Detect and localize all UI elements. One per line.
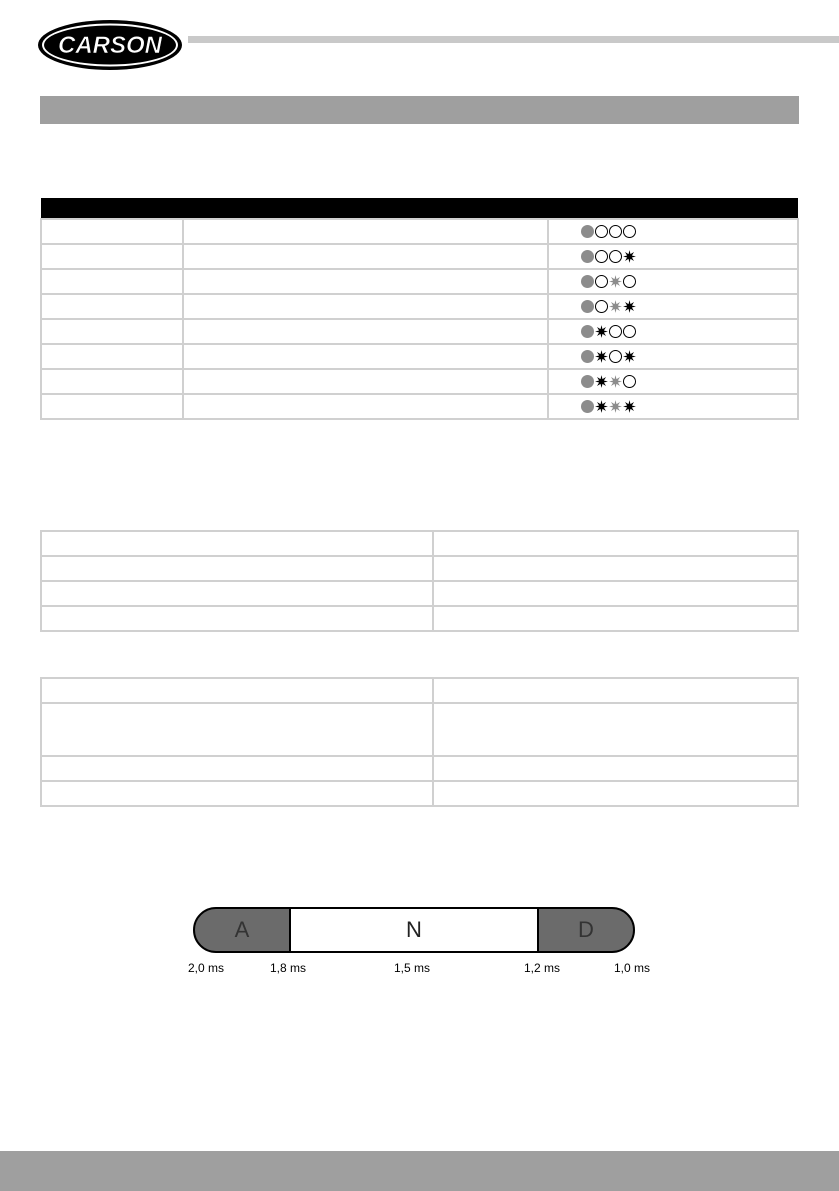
table-row <box>41 531 798 556</box>
settings-table-2 <box>40 677 799 807</box>
led-flashing-icon <box>623 250 636 263</box>
tick-label: 1,5 ms <box>394 961 431 975</box>
table-row <box>41 394 798 419</box>
table-row <box>41 556 798 581</box>
led-off-icon <box>595 300 608 313</box>
led-on-icon <box>581 275 594 288</box>
led-flashing-icon <box>609 300 622 313</box>
led-off-icon <box>623 275 636 288</box>
led-off-icon <box>595 275 608 288</box>
led-on-icon <box>581 250 594 263</box>
led-flashing-icon <box>623 300 636 313</box>
table-row <box>41 781 798 806</box>
led-flashing-icon <box>595 400 608 413</box>
led-on-icon <box>581 350 594 363</box>
led-indicator-group <box>581 399 636 413</box>
header-rule <box>188 36 839 43</box>
table-row <box>41 294 798 319</box>
led-on-icon <box>581 400 594 413</box>
led-indicator-group <box>581 374 636 388</box>
table-row <box>41 369 798 394</box>
table-row <box>41 244 798 269</box>
led-indicator-group <box>581 249 636 263</box>
led-on-icon <box>581 225 594 238</box>
led-flashing-icon <box>609 275 622 288</box>
table-row <box>41 581 798 606</box>
led-indicator-group <box>581 349 636 363</box>
tick-label: 2,0 ms <box>188 961 225 975</box>
led-off-icon <box>623 375 636 388</box>
led-on-icon <box>581 325 594 338</box>
led-on-icon <box>581 300 594 313</box>
led-off-icon <box>623 225 636 238</box>
table-row <box>41 269 798 294</box>
led-flashing-icon <box>595 350 608 363</box>
carson-logo <box>36 18 184 72</box>
footer-bar <box>0 1151 839 1191</box>
table-row <box>41 678 798 703</box>
table-row <box>41 219 798 244</box>
table-row <box>41 703 798 756</box>
led-flashing-icon <box>623 350 636 363</box>
zone-n: N <box>289 907 539 953</box>
led-indicator-group <box>581 224 636 238</box>
led-on-icon <box>581 375 594 388</box>
led-off-icon <box>623 325 636 338</box>
tick-label: 1,0 ms <box>614 961 651 975</box>
led-off-icon <box>609 325 622 338</box>
settings-table-1 <box>40 530 799 632</box>
logo-text: CARSON <box>57 32 163 59</box>
throttle-range-diagram <box>193 907 635 953</box>
led-off-icon <box>595 250 608 263</box>
led-off-icon <box>609 225 622 238</box>
section-header-bar <box>40 96 799 124</box>
led-status-table <box>40 198 799 420</box>
led-flashing-icon <box>595 325 608 338</box>
led-flashing-icon <box>623 400 636 413</box>
zone-a: A <box>193 907 291 953</box>
led-flashing-icon <box>609 400 622 413</box>
table-row <box>41 319 798 344</box>
zone-d: D <box>537 907 635 953</box>
table-row <box>41 756 798 781</box>
table-header-row <box>41 198 798 219</box>
led-off-icon <box>609 250 622 263</box>
led-off-icon <box>595 225 608 238</box>
table-row <box>41 606 798 631</box>
table-row <box>41 344 798 369</box>
led-indicator-group <box>581 274 636 288</box>
tick-label: 1,8 ms <box>270 961 307 975</box>
led-flashing-icon <box>609 375 622 388</box>
tick-label: 1,2 ms <box>524 961 561 975</box>
led-flashing-icon <box>595 375 608 388</box>
led-off-icon <box>609 350 622 363</box>
led-indicator-group <box>581 324 636 338</box>
led-indicator-group <box>581 299 636 313</box>
